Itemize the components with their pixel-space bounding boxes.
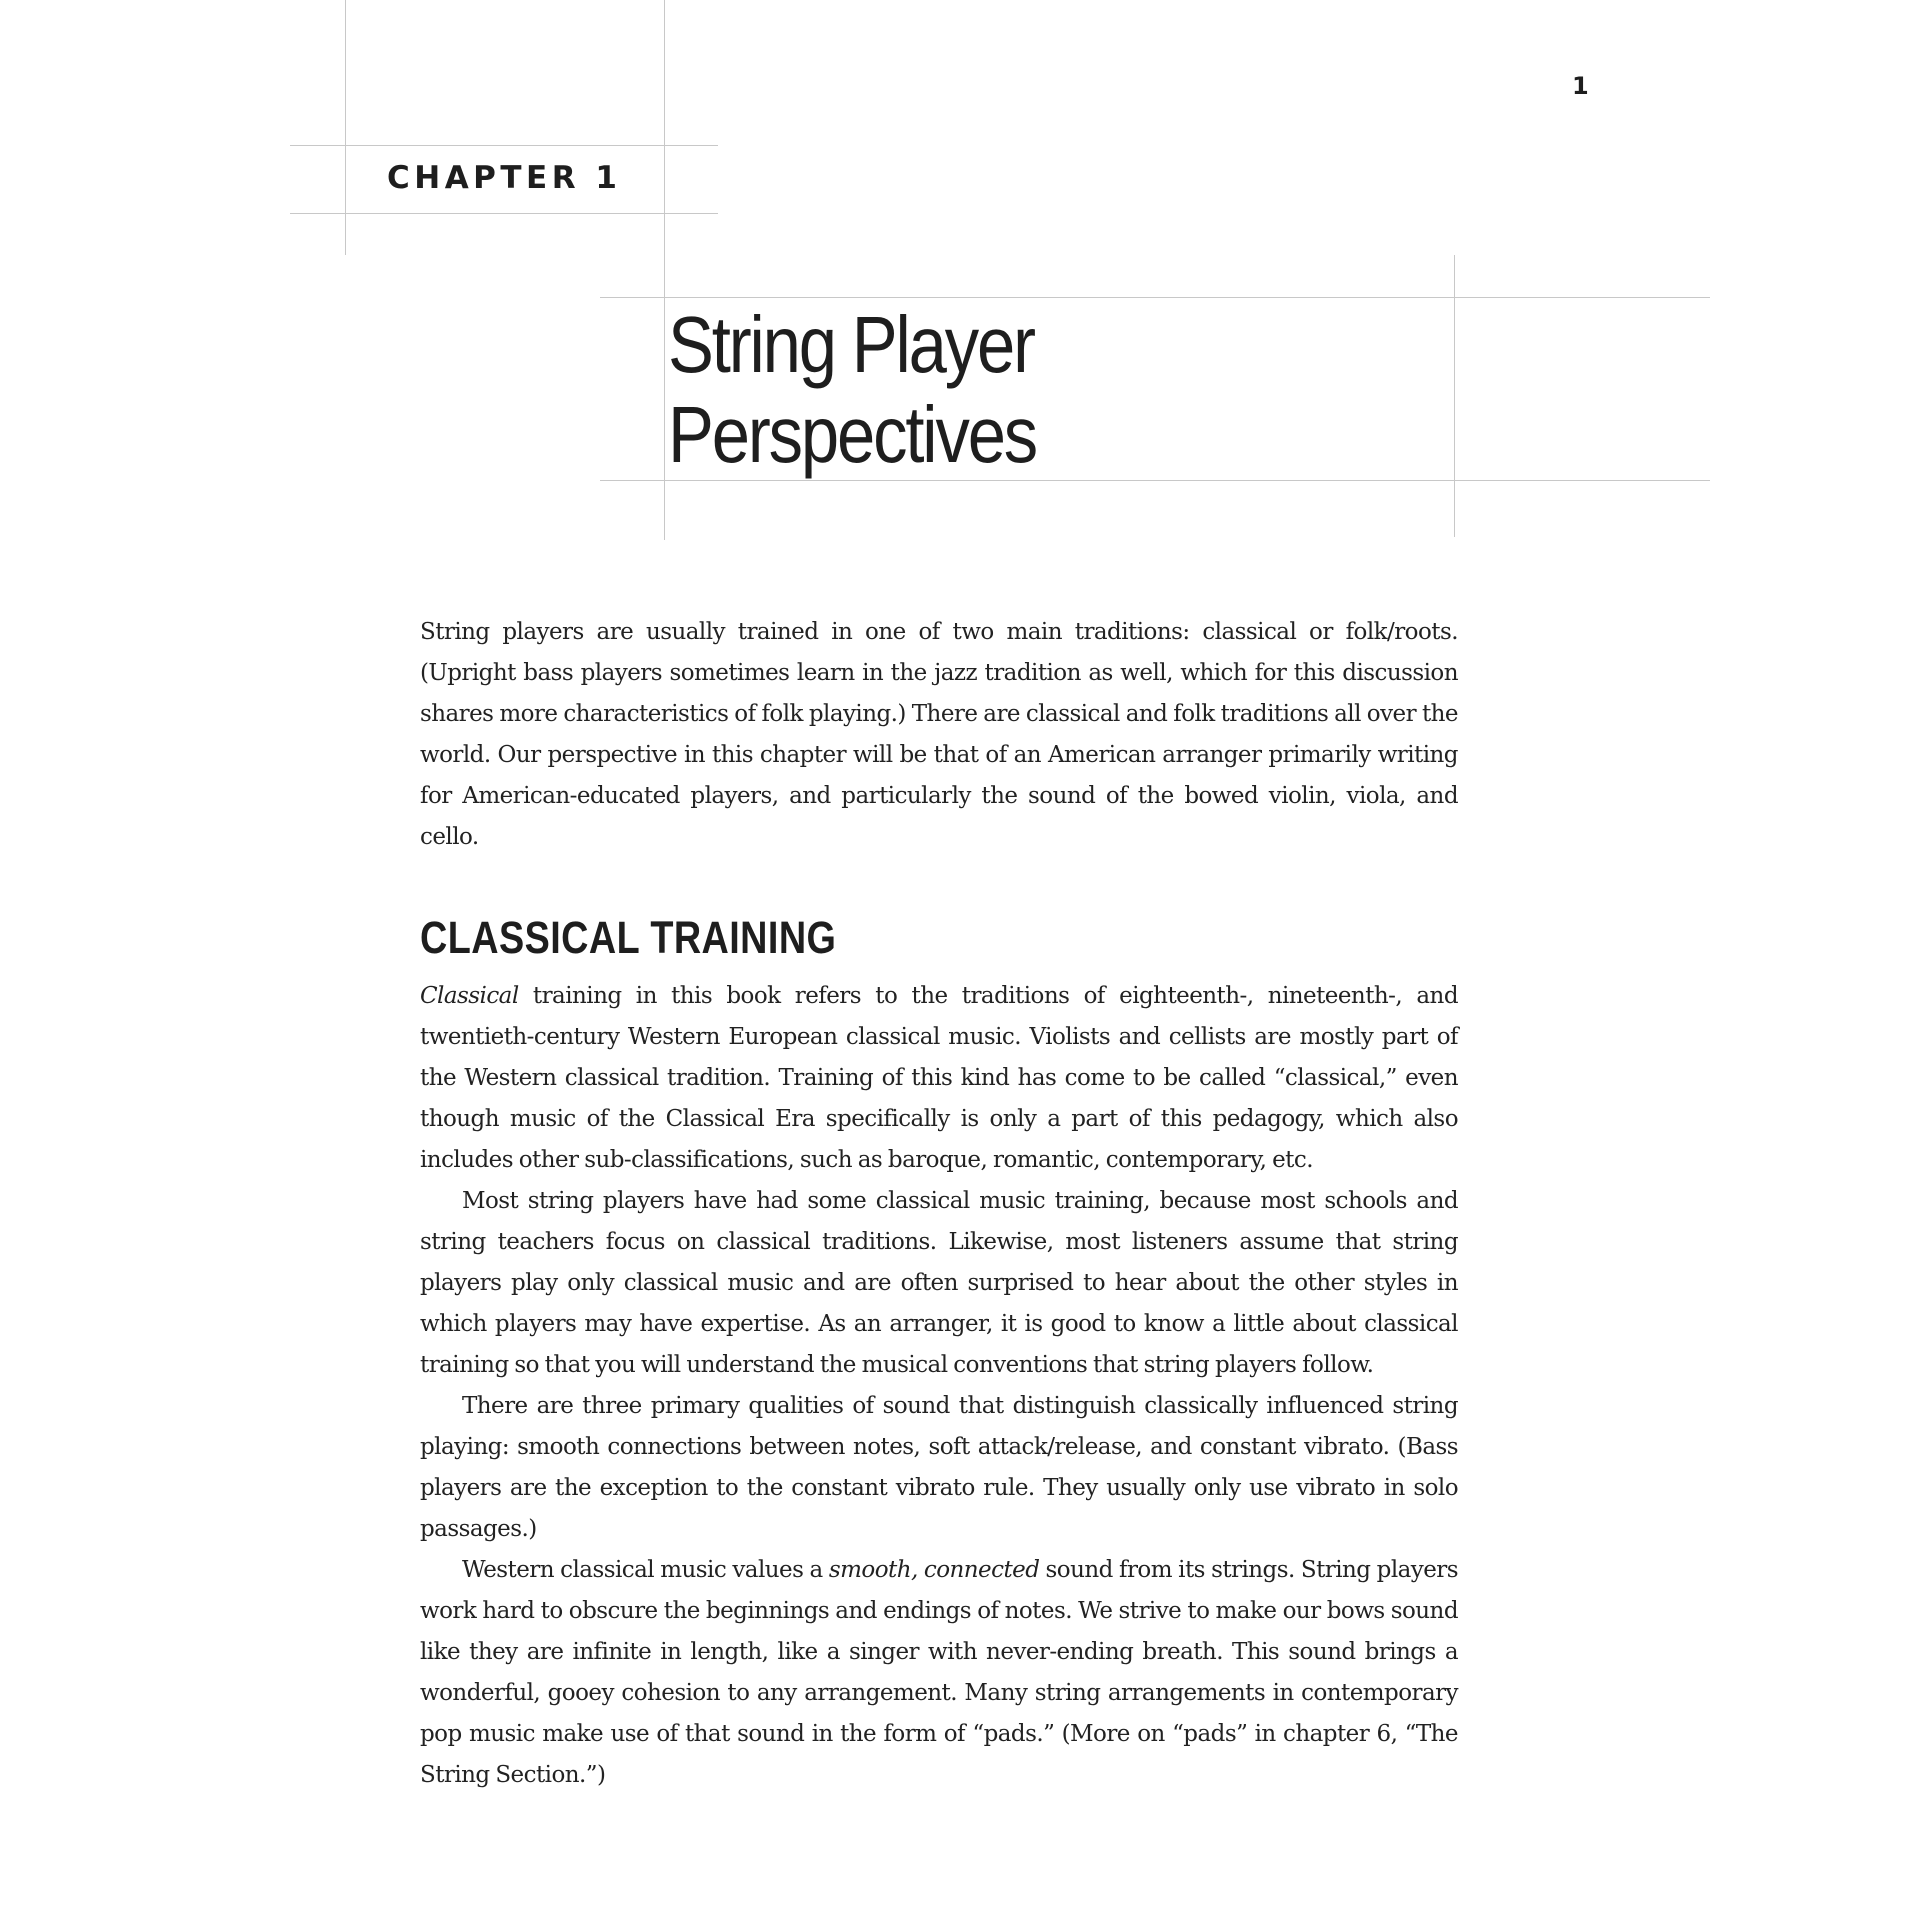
guide-line	[664, 0, 665, 540]
chapter-title	[668, 300, 1036, 480]
guide-line	[345, 0, 346, 255]
intro-text	[420, 612, 1458, 858]
paragraph-4-emphasis: smooth, connected	[828, 1557, 1040, 1583]
chapter-title-line-2: Perspectives	[668, 390, 1037, 479]
paragraph-4-text: sound from its strings. String players work hard to obscure the beginnings and endings of notes. We strive to make our bows sound like they are infinite in length, like a singer with never-ending breath. This sound brings a wonderful, gooey cohesion to any arrangement. Many string arrangements in contemporary pop music make use of that sound in the form of “pads.” (More on “pads” in chapter 6, “The String Section.”)	[420, 1557, 1459, 1788]
paragraph-4-start: Western classical music values a	[462, 1557, 829, 1583]
paragraph-1-text: training in this book refers to the traditions of eighteenth-, nineteenth-, and twentieth-century Western European classical music. Violists and cellists are mostly part of the Western classical tradition. Training of this kind has come to be called “classical,” even though music of the Classical Era specifically is only a part of this pedagogy, which also includes other sub-classifications, such as baroque, romantic, contemporary, etc.	[420, 983, 1458, 1173]
paragraph-2: Most string players have had some classical music training, because most schools and string teachers focus on classical traditions. Likewise, most listeners assume that string players play only classical music and are often surprised to hear about the other styles in which players may have expertise. As an arranger, it is good to know a little about classical training so that you will understand the musical conventions that string players follow.	[420, 1188, 1458, 1378]
guide-line	[290, 213, 718, 214]
paragraph-3: There are three primary qualities of sound that distinguish classically influenced string playing: smooth connections between notes, soft attack/release, and constant vibrato. (Bass players are the exception to the constant vibrato rule. They usually only use vibrato in solo passages.)	[420, 1393, 1458, 1542]
page-number: 1	[1572, 72, 1589, 100]
section-body	[420, 976, 1458, 1796]
chapter-title-line-1: String Player	[668, 300, 1034, 389]
section-heading: CLASSICAL TRAINING	[420, 912, 837, 963]
paragraph-1	[420, 976, 1458, 1181]
intro-paragraph: String players are usually trained in one of two main traditions: classical or folk/roots. (Upright bass players sometimes learn in the jazz tradition as well, which for this discussion shares more characteristics of folk playing.) There are classical and folk traditions all over the world. Our perspective in this chapter will be that of an American arranger primarily writing for American-educated players, and particularly the sound of the bowed violin, viola, and cello.	[420, 619, 1458, 850]
chapter-label: CHAPTER 1	[387, 160, 622, 196]
guide-line	[290, 145, 718, 146]
guide-line	[600, 480, 1710, 481]
paragraph-4	[420, 1550, 1458, 1796]
paragraph-1-emphasis: Classical	[420, 983, 519, 1009]
guide-line	[600, 297, 1710, 298]
